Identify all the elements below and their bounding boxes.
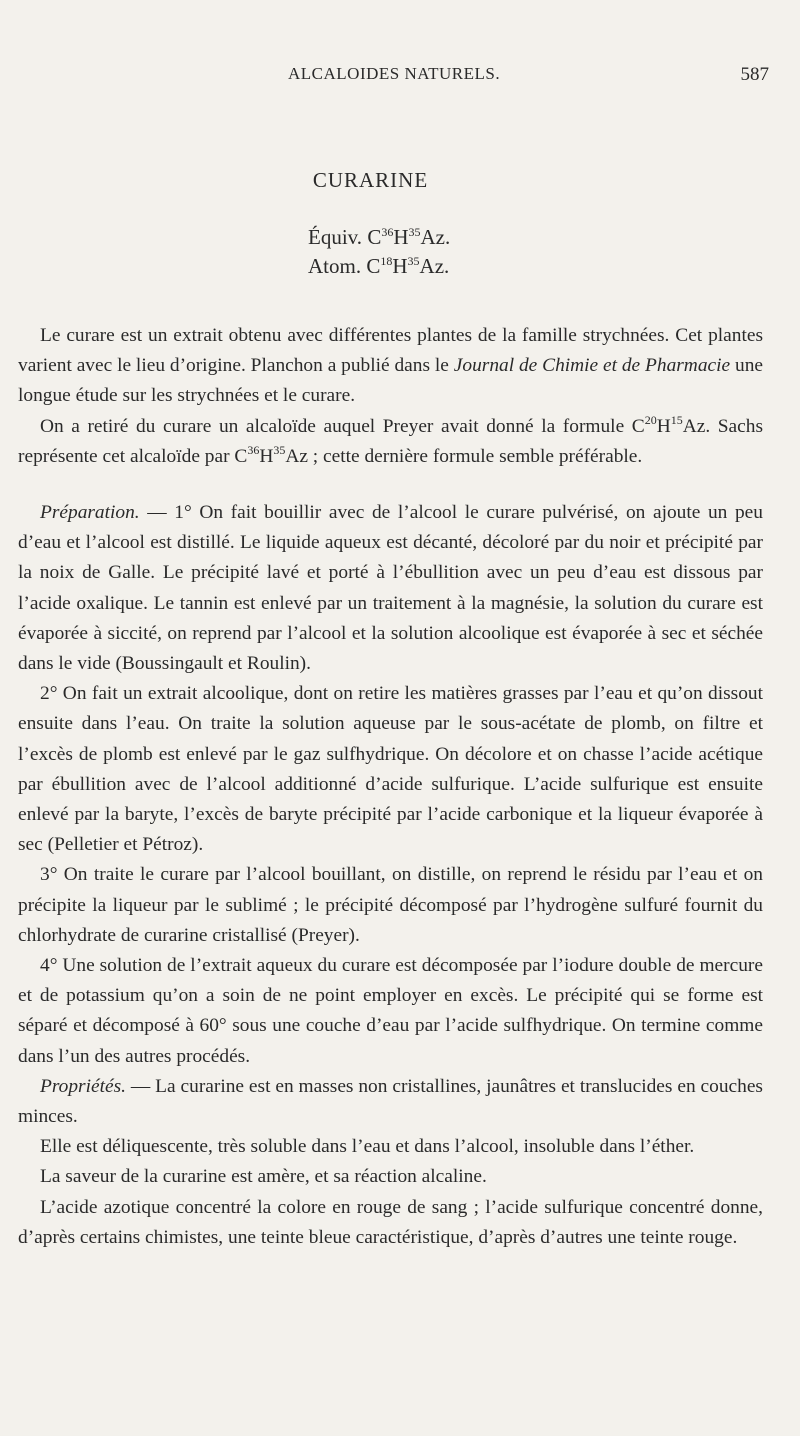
preparation-paragraph-2: 2° On fait un extrait alcoolique, dont on retire les matières grasses par l’eau et qu’on dissout ensuite dans l’eau. On traite la solution aqueuse par le sous-acétate de plomb, on filtre et l’excès de plomb est enlevé par le gaz sulfhydrique. On décolore et on chasse l’acide acétique par ébullition avec de l’alcool additionné d’acide sulfurique. L’acide sulfurique est ensuite enlevé par la baryte, l’excès de baryte précipité par l’acide carbonique et la liqueur évaporée à sec (Pelletier et Pétroz). xyxy=(18,683,763,856)
intro-paragraph-2: On a retiré du curare un alcaloïde auquel Preyer avait donné la formule $C^{20}H^{15}Az$. Sachs représente cet alcaloïde par $C^{36}H^{35}Az$ ; cette dernière formule semble préférable. xyxy=(18,412,764,467)
page-header xyxy=(18,56,769,96)
atom-formula-text: $C^{18}H^{35}Az$. xyxy=(366,254,450,278)
atom-label: Atom. xyxy=(308,254,362,278)
journal-title: Journal de Chimie et de Pharmacie xyxy=(453,355,731,377)
preparation-paragraph-3: 3° On traite le curare par l’alcool bouillant, on distille, on reprend le résidu par l’eau et on précipite la liqueur par le sublimé ; le précipité décomposé par l’hydrogène sulfuré fournit du chlorhydrate de curarine cristallisé (Preyer). xyxy=(18,864,763,946)
atom-formula xyxy=(308,252,763,281)
proprietes-paragraph-2: Elle est déliquescente, très soluble dans l’eau et dans l’alcool, insoluble dans l’éther. xyxy=(40,1136,695,1158)
proprietes-paragraph-1: Propriétés. — La curarine est en masses non cristallines, jaunâtres et translucides en couches minces. xyxy=(18,1075,763,1128)
proprietes-heading: Propriétés. xyxy=(40,1075,126,1097)
intro-paragraph-1: Le curare est un extrait obtenu avec différentes plantes de la famille strychnées. Cet plantes varient avec le lieu d’origine. Planchon a publié dans le Journal de Chimie et de Pharmacie une longue étude sur les strychnées et le curare. xyxy=(18,325,763,407)
book-page xyxy=(18,56,769,1253)
equiv-label: Équiv. xyxy=(308,225,363,249)
body-text xyxy=(18,321,763,1253)
proprietes-paragraph-4: L’acide azotique concentré la colore en rouge de sang ; l’acide sulfurique concentré donne, d’après certains chimistes, une teinte bleue caractéristique, d’après d’autres une teinte rouge. xyxy=(18,1196,763,1248)
section-title: CURARINE xyxy=(312,168,429,192)
proprietes-paragraph-3: La saveur de la curarine est amère, et sa réaction alcaline. xyxy=(40,1166,487,1188)
running-title: ALCALOIDES NATURELS. xyxy=(288,64,501,83)
preparation-paragraph-4: 4° Une solution de l’extrait aqueux du curare est décomposée par l’iodure double de mercure et de potassium qu’on a soin de ne point employer en excès. Le précipité qui se forme est séparé et décomposé à 60° sous une couche d’eau par l’acide sulfhydrique. On termine comme dans l’un des autres procédés. xyxy=(18,955,763,1067)
equiv-formula-text: $C^{36}H^{35}Az$. xyxy=(367,225,451,249)
preparation-heading: Préparation. xyxy=(40,502,140,524)
equiv-formula xyxy=(308,223,763,252)
page-number: 587 xyxy=(740,64,769,85)
formula-block xyxy=(308,223,763,281)
preparation-paragraph-1: Préparation. — 1° On fait bouillir avec de l’alcool le curare pulvérisé, on ajoute un peu d’eau et l’alcool est distillé. Le liquide aqueux est décanté, décoloré par du noir et précipité par la noix de Galle. Le précipité lavé et porté à l’ébullition avec un peu d’eau est dissous par l’acide oxalique. Le tannin est enlevé par un traitement à la magnésie, la solution du curare est évaporée à siccité, on reprend par l’alcool et la solution alcoolique est évaporée à sec et séchée dans le vide (Boussingault et Roulin). xyxy=(18,502,763,675)
